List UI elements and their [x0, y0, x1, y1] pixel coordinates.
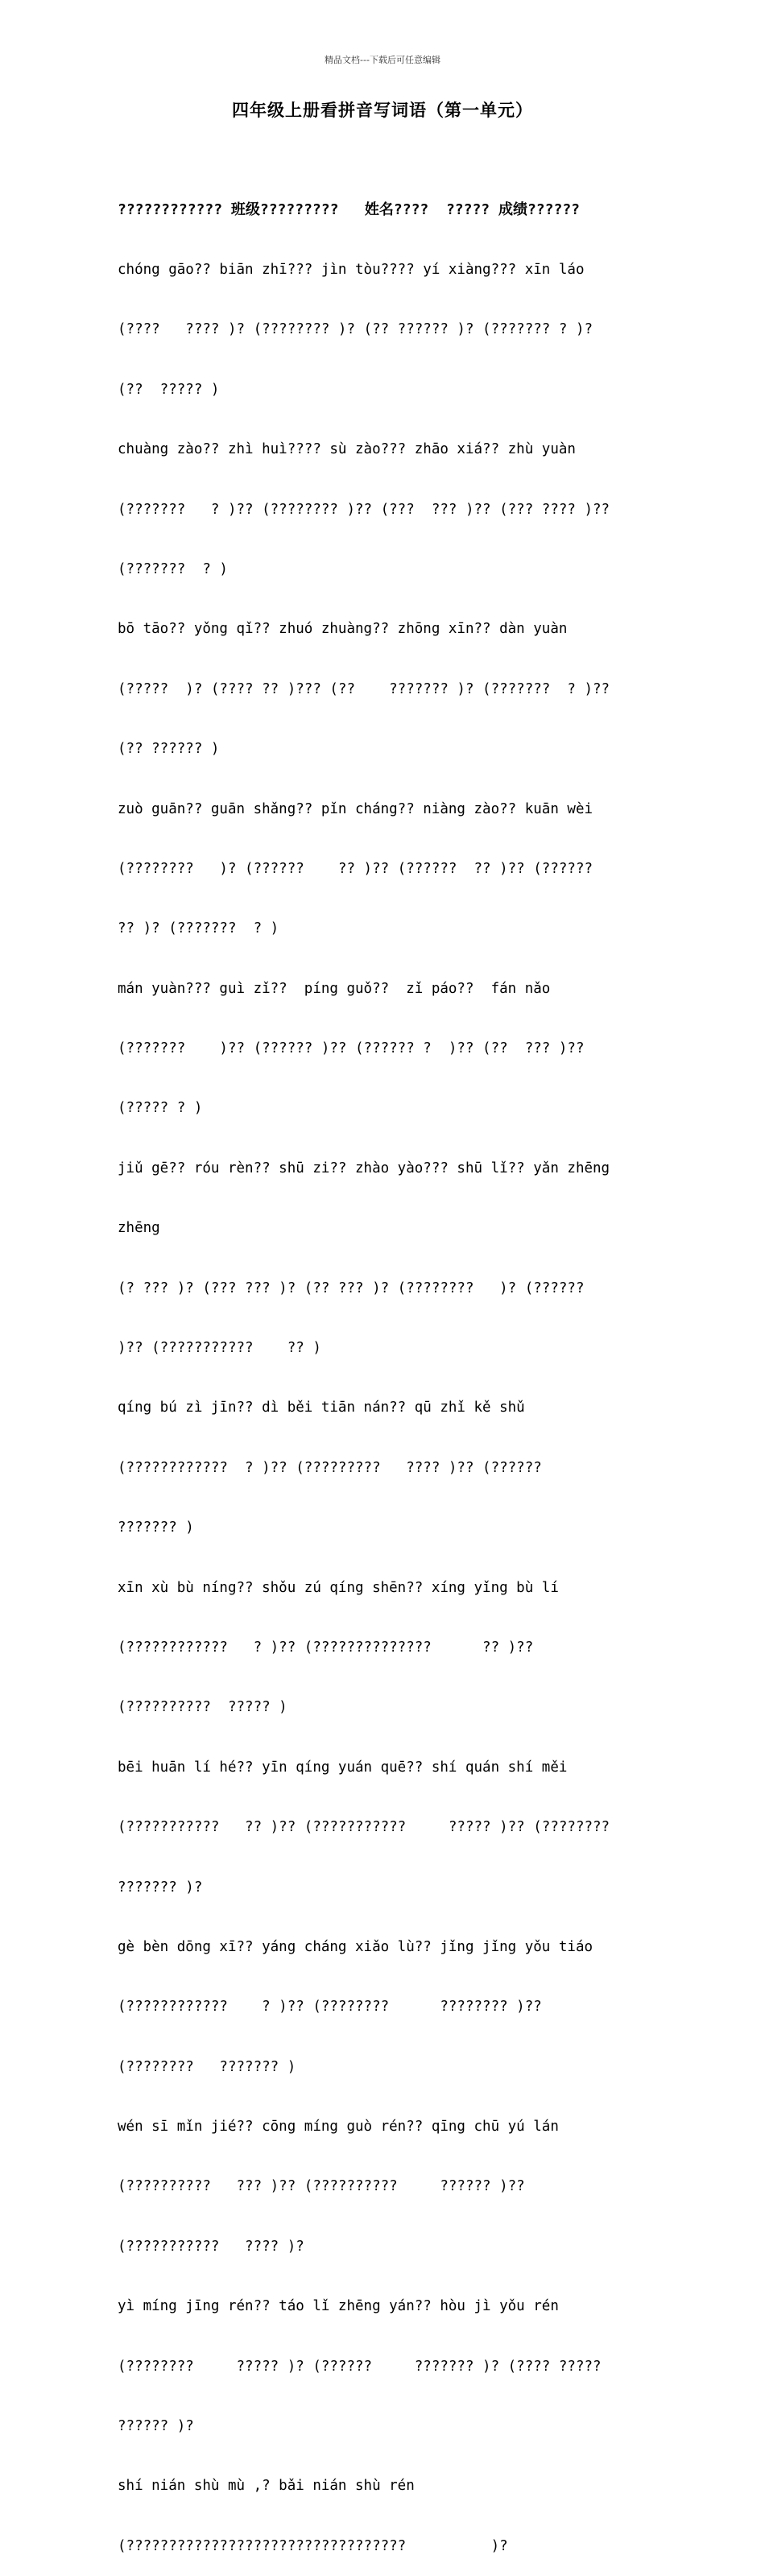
worksheet-line-14: (??????? )?? (?????? )?? (?????? ? )?? (?? ??? )?? [118, 1040, 585, 1057]
worksheet-line-5: (??????? ? )?? (???????? )?? (??? ??? )?? (??? ???? )?? [118, 501, 610, 518]
worksheet-line-1: chóng gāo?? biān zhī??? jìn tòu???? yí xiàng??? xīn láo [118, 261, 585, 278]
worksheet-line-30: (???????????? ? )?? (???????? ???????? )?? [118, 1999, 542, 2016]
worksheet-line-15: (????? ? ) [118, 1100, 203, 1117]
worksheet-line-38: shí nián shù mù ,? bǎi nián shù rén [118, 2478, 415, 2495]
worksheet-line-10: zuò guān?? guān shǎng?? pǐn cháng?? niàng zào?? kuān wèi [118, 800, 593, 817]
worksheet-line-11: (???????? )? (?????? ?? )?? (?????? ?? )?? (?????? [118, 860, 593, 877]
worksheet-line-8: (????? )? (???? ?? )??? (?? ??????? )? (??????? ? )?? [118, 680, 610, 697]
worksheet-line-18: (? ??? )? (??? ??? )? (?? ??? )? (???????? )? (?????? [118, 1280, 585, 1296]
worksheet-line-35: yì míng jīng rén?? táo lǐ zhēng yán?? hòu jì yǒu rén [118, 2298, 559, 2315]
worksheet-line-3: (?? ????? ) [118, 381, 220, 398]
worksheet-line-19: )?? (??????????? ?? ) [118, 1340, 321, 1357]
worksheet-line-6: (??????? ? ) [118, 560, 228, 577]
page-header-note: 精品文档---下载后可任意编辑 [325, 55, 440, 65]
worksheet-line-27: (??????????? ?? )?? (??????????? ????? )?? (???????? [118, 1819, 610, 1836]
worksheet-line-39: (????????????????????????????????? )? [118, 2537, 508, 2554]
worksheet-line-7: bō tāo?? yǒng qǐ?? zhuó zhuàng?? zhōng xīn?? dàn yuàn [118, 621, 568, 638]
document-title: 四年级上册看拼音写词语（第一单元） [232, 101, 533, 120]
worksheet-line-32: wén sī mǐn jié?? cōng míng guò rén?? qīng chū yú lán [118, 2119, 559, 2136]
worksheet-line-20: qíng bú zì jīn?? dì běi tiān nán?? qū zhǐ kě shǔ [118, 1400, 525, 1416]
worksheet-line-17: zhēng [118, 1220, 160, 1237]
worksheet-line-37: ?????? )? [118, 2418, 194, 2435]
worksheet-line-29: gè bèn dōng xī?? yáng cháng xiǎo lù?? jǐng jǐng yǒu tiáo [118, 1938, 593, 1955]
worksheet-line-4: chuàng zào?? zhì huì???? sù zào??? zhāo xiá?? zhù yuàn [118, 441, 576, 458]
worksheet-line-31: (???????? ??????? ) [118, 2058, 296, 2075]
student-info-line: ???????????? 班级????????? 姓名???? ????? 成绩?????? [118, 201, 580, 218]
worksheet-body [118, 160, 649, 2576]
worksheet-line-28: ??????? )? [118, 1879, 203, 1896]
worksheet-line-2: (???? ???? )? (???????? )? (?? ?????? )? (??????? ? )? [118, 321, 593, 338]
worksheet-line-12: ?? )? (??????? ? ) [118, 920, 279, 937]
worksheet-line-36: (???????? ????? )? (?????? ??????? )? (???? ????? [118, 2358, 602, 2375]
worksheet-line-25: (?????????? ????? ) [118, 1699, 287, 1716]
worksheet-line-23: xīn xù bù níng?? shǒu zú qíng shēn?? xíng yǐng bù lí [118, 1579, 559, 1596]
worksheet-line-21: (???????????? ? )?? (????????? ???? )?? (?????? [118, 1459, 542, 1476]
worksheet-line-34: (??????????? ???? )? [118, 2238, 304, 2255]
worksheet-line-26: bēi huān lí hé?? yīn qíng yuán quē?? shí quán shí měi [118, 1759, 568, 1776]
worksheet-line-16: jiǔ gē?? róu rèn?? shū zi?? zhào yào??? shū lǐ?? yǎn zhēng [118, 1160, 610, 1176]
worksheet-line-13: mán yuàn??? guì zǐ?? píng guǒ?? zǐ páo?? fán nǎo [118, 980, 551, 997]
worksheet-line-24: (???????????? ? )?? (?????????????? ?? )?? [118, 1639, 534, 1656]
worksheet-line-33: (?????????? ??? )?? (?????????? ?????? )?? [118, 2178, 525, 2195]
worksheet-line-22: ??????? ) [118, 1520, 194, 1536]
worksheet-line-9: (?? ?????? ) [118, 741, 220, 758]
